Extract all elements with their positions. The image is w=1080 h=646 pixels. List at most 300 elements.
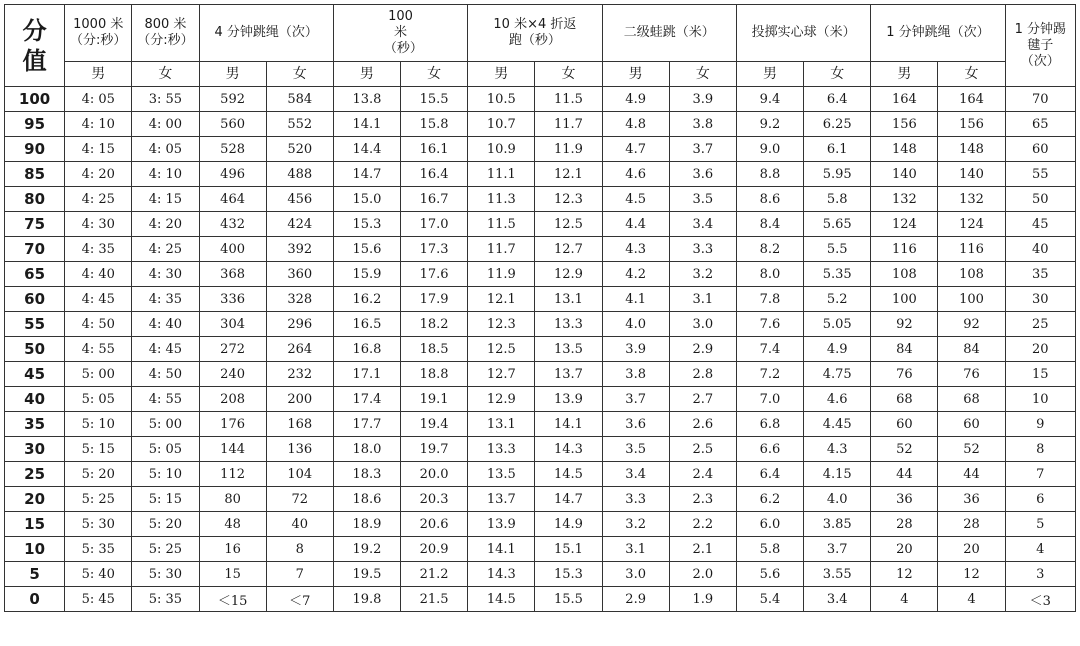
table-cell: 5: 25 [65,487,132,512]
score-cell: 85 [5,162,65,187]
table-row [5,412,1076,437]
table-cell: 4: 30 [132,262,199,287]
rope4min-header: 4 分钟跳绳（次） [199,5,333,62]
table-row [5,187,1076,212]
table-cell: 3.1 [669,287,736,312]
table-cell: 20.0 [401,462,468,487]
table-cell: 3.4 [602,462,669,487]
table-cell: 148 [938,137,1005,162]
table-cell: 4: 10 [65,112,132,137]
table-cell: 4.45 [804,412,871,437]
table-cell: 5: 40 [65,562,132,587]
table-cell: 68 [871,387,938,412]
table-cell: 4: 15 [65,137,132,162]
table-cell: 13.7 [535,362,602,387]
table-cell: 17.1 [333,362,400,387]
table-cell: 19.7 [401,437,468,462]
table-cell: 16.5 [333,312,400,337]
table-row [5,212,1076,237]
table-cell: 4: 55 [65,337,132,362]
table-row [5,512,1076,537]
table-cell: 8 [266,537,333,562]
table-cell: 232 [266,362,333,387]
table-cell: 4.1 [602,287,669,312]
table-cell: 14.1 [333,112,400,137]
score-cell: 30 [5,437,65,462]
table-cell: ＜7 [266,587,333,612]
table-cell: 4.6 [804,387,871,412]
table-cell: 5: 25 [132,537,199,562]
table-cell: 560 [199,112,266,137]
table-cell: 2.4 [669,462,736,487]
table-cell: 4: 55 [132,387,199,412]
table-cell: 18.5 [401,337,468,362]
table-cell: 3.5 [669,187,736,212]
table-cell: 14.3 [468,562,535,587]
table-cell: 4.4 [602,212,669,237]
table-cell: 13.8 [333,87,400,112]
table-cell: 140 [938,162,1005,187]
table-cell: 17.0 [401,212,468,237]
table-cell: 19.1 [401,387,468,412]
table-cell: 20 [938,537,1005,562]
table-cell: 10.5 [468,87,535,112]
table-cell: 6.0 [736,512,803,537]
table-cell: 100 [938,287,1005,312]
table-cell: 3.7 [804,537,871,562]
table-cell: 15.6 [333,237,400,262]
table-cell: 5: 20 [132,512,199,537]
table-cell: 3.3 [669,237,736,262]
score-cell: 80 [5,187,65,212]
table-cell: 264 [266,337,333,362]
table-cell: 4.15 [804,462,871,487]
female-subheader: 女 [401,62,468,87]
table-cell: 52 [938,437,1005,462]
table-cell: 14.4 [333,137,400,162]
table-cell: 48 [199,512,266,537]
table-cell: 148 [871,137,938,162]
table-cell: 5: 15 [132,487,199,512]
table-cell: 5: 20 [65,462,132,487]
table-cell: 4.9 [602,87,669,112]
table-cell: 4.3 [804,437,871,462]
table-cell: 11.9 [535,137,602,162]
run800-header: 800 米（分:秒） [132,5,199,62]
table-cell: 392 [266,237,333,262]
table-cell: 304 [199,312,266,337]
table-cell: 12.9 [468,387,535,412]
table-cell: 17.6 [401,262,468,287]
table-cell: 6.8 [736,412,803,437]
table-cell: 5: 30 [65,512,132,537]
table-cell: 5: 05 [132,437,199,462]
table-cell: 3.7 [602,387,669,412]
male-subheader: 男 [333,62,400,87]
table-cell: 488 [266,162,333,187]
table-cell: 14.9 [535,512,602,537]
table-cell: 36 [871,487,938,512]
table-cell: 3.85 [804,512,871,537]
table-cell: 156 [938,112,1005,137]
table-cell: 9.4 [736,87,803,112]
table-cell: 3.6 [602,412,669,437]
table-cell: 17.9 [401,287,468,312]
table-row [5,237,1076,262]
table-cell: 13.1 [535,287,602,312]
table-cell: 13.7 [468,487,535,512]
table-cell: 18.3 [333,462,400,487]
table-cell: 13.9 [468,512,535,537]
table-cell: 15.0 [333,187,400,212]
table-cell: 520 [266,137,333,162]
table-row [5,537,1076,562]
table-cell: 5.8 [736,537,803,562]
table-cell: 4: 10 [132,162,199,187]
table-cell: 5.95 [804,162,871,187]
table-cell: 40 [266,512,333,537]
female-subheader: 女 [669,62,736,87]
table-cell: 2.9 [669,337,736,362]
table-cell: 164 [938,87,1005,112]
table-cell: 12.7 [535,237,602,262]
table-cell: 25 [1005,312,1075,337]
table-cell: 14.1 [535,412,602,437]
table-cell: 19.5 [333,562,400,587]
score-cell: 5 [5,562,65,587]
table-cell: 14.7 [535,487,602,512]
table-cell: 5.35 [804,262,871,287]
table-cell: 16.4 [401,162,468,187]
table-row [5,337,1076,362]
table-cell: 4 [871,587,938,612]
table-cell: 5: 00 [65,362,132,387]
table-cell: 4.8 [602,112,669,137]
table-cell: 4: 25 [132,237,199,262]
table-cell: 9.2 [736,112,803,137]
table-cell: 4: 40 [65,262,132,287]
table-cell: 12.9 [535,262,602,287]
table-cell: 16 [199,537,266,562]
table-cell: 2.1 [669,537,736,562]
table-cell: 15 [1005,362,1075,387]
table-cell: 12.5 [468,337,535,362]
table-cell: 272 [199,337,266,362]
table-cell: 100 [871,287,938,312]
table-cell: 3.2 [669,262,736,287]
table-cell: 84 [938,337,1005,362]
table-cell: 18.0 [333,437,400,462]
table-cell: 5.2 [804,287,871,312]
table-cell: 7.2 [736,362,803,387]
table-cell: 13.1 [468,412,535,437]
table-cell: 20.9 [401,537,468,562]
female-subheader: 女 [938,62,1005,87]
table-cell: 36 [938,487,1005,512]
score-cell: 10 [5,537,65,562]
table-cell: 60 [871,412,938,437]
table-cell: 3.8 [602,362,669,387]
table-cell: 176 [199,412,266,437]
table-cell: 5: 15 [65,437,132,462]
table-cell: 50 [1005,187,1075,212]
table-cell: 15 [199,562,266,587]
table-row [5,87,1076,112]
table-cell: 156 [871,112,938,137]
table-cell: 12.7 [468,362,535,387]
shuttle-run-header: 10 米×4 折返跑（秒） [468,5,602,62]
table-cell: 336 [199,287,266,312]
male-subheader: 男 [602,62,669,87]
table-cell: 4.75 [804,362,871,387]
table-cell: 12.1 [535,162,602,187]
table-cell: ＜3 [1005,587,1075,612]
table-cell: 55 [1005,162,1075,187]
table-cell: 28 [871,512,938,537]
table-cell: 11.5 [535,87,602,112]
table-cell: 4.3 [602,237,669,262]
table-cell: 6.2 [736,487,803,512]
table-cell: 5.4 [736,587,803,612]
table-cell: 12 [871,562,938,587]
table-cell: 8.0 [736,262,803,287]
female-subheader: 女 [266,62,333,87]
table-cell: 45 [1005,212,1075,237]
table-cell: 4: 20 [65,162,132,187]
table-cell: 400 [199,237,266,262]
table-cell: 7.4 [736,337,803,362]
run1000-header: 1000 米（分:秒） [65,5,132,62]
table-cell: 4: 40 [132,312,199,337]
table-cell: 5.65 [804,212,871,237]
table-cell: 4.0 [602,312,669,337]
table-cell: 13.3 [535,312,602,337]
table-cell: 16.7 [401,187,468,212]
table-row [5,312,1076,337]
table-cell: 6.1 [804,137,871,162]
table-cell: 65 [1005,112,1075,137]
table-cell: 4: 35 [65,237,132,262]
table-cell: 5.6 [736,562,803,587]
table-cell: ＜15 [199,587,266,612]
table-cell: 4.0 [804,487,871,512]
table-cell: 5.5 [804,237,871,262]
table-cell: 136 [266,437,333,462]
table-cell: 3.2 [602,512,669,537]
table-cell: 11.1 [468,162,535,187]
table-cell: 4: 00 [132,112,199,137]
table-cell: 140 [871,162,938,187]
table-cell: 3.1 [602,537,669,562]
table-cell: 13.9 [535,387,602,412]
male-subheader: 男 [468,62,535,87]
table-cell: 18.6 [333,487,400,512]
female-subheader: 女 [132,62,199,87]
table-cell: 17.3 [401,237,468,262]
table-cell: 15.8 [401,112,468,137]
table-cell: 112 [199,462,266,487]
score-cell: 60 [5,287,65,312]
table-row [5,112,1076,137]
table-cell: 3.9 [669,87,736,112]
score-cell: 55 [5,312,65,337]
table-cell: 240 [199,362,266,387]
table-cell: 4: 20 [132,212,199,237]
table-cell: 8.4 [736,212,803,237]
table-cell: 5.8 [804,187,871,212]
table-row [5,262,1076,287]
table-cell: 18.2 [401,312,468,337]
table-cell: 584 [266,87,333,112]
table-cell: 6.25 [804,112,871,137]
table-cell: 14.7 [333,162,400,187]
table-cell: 14.3 [535,437,602,462]
table-cell: 424 [266,212,333,237]
table-cell: 15.1 [535,537,602,562]
table-cell: 17.4 [333,387,400,412]
table-cell: 3.4 [669,212,736,237]
table-cell: 70 [1005,87,1075,112]
table-cell: 14.5 [468,587,535,612]
table-cell: 11.7 [468,237,535,262]
table-cell: 13.3 [468,437,535,462]
table-cell: 124 [938,212,1005,237]
table-cell: 10 [1005,387,1075,412]
score-cell: 95 [5,112,65,137]
table-cell: 5: 35 [65,537,132,562]
run100-header: 100 米（秒） [333,5,467,62]
table-row [5,137,1076,162]
table-cell: 2.6 [669,412,736,437]
table-cell: 7.6 [736,312,803,337]
table-cell: 132 [871,187,938,212]
table-cell: 5: 10 [65,412,132,437]
score-table-body [5,87,1076,612]
table-cell: 8.6 [736,187,803,212]
table-cell: 3.5 [602,437,669,462]
table-cell: 4: 05 [65,87,132,112]
table-cell: 2.0 [669,562,736,587]
table-cell: 35 [1005,262,1075,287]
table-cell: 15.9 [333,262,400,287]
table-cell: 12.3 [535,187,602,212]
table-cell: 3.4 [804,587,871,612]
table-cell: 18.8 [401,362,468,387]
table-cell: 19.2 [333,537,400,562]
table-cell: 11.3 [468,187,535,212]
table-cell: 116 [938,237,1005,262]
table-cell: 328 [266,287,333,312]
table-cell: 4: 25 [65,187,132,212]
table-cell: 15.5 [535,587,602,612]
score-cell: 0 [5,587,65,612]
score-cell: 20 [5,487,65,512]
table-cell: 164 [871,87,938,112]
table-cell: 3.55 [804,562,871,587]
table-cell: 10.7 [468,112,535,137]
table-cell: 2.8 [669,362,736,387]
table-cell: 4: 05 [132,137,199,162]
table-cell: 7.0 [736,387,803,412]
table-cell: 2.5 [669,437,736,462]
table-cell: 12.3 [468,312,535,337]
table-cell: 80 [199,487,266,512]
table-cell: 2.9 [602,587,669,612]
table-row [5,487,1076,512]
table-cell: 5: 30 [132,562,199,587]
male-subheader: 男 [736,62,803,87]
table-cell: 124 [871,212,938,237]
table-cell: 2.7 [669,387,736,412]
score-cell: 90 [5,137,65,162]
table-row [5,362,1076,387]
table-cell: 84 [871,337,938,362]
table-row [5,462,1076,487]
table-cell: 108 [938,262,1005,287]
table-cell: 4: 35 [132,287,199,312]
table-cell: 5: 10 [132,462,199,487]
table-cell: 9 [1005,412,1075,437]
table-cell: 76 [871,362,938,387]
table-cell: 144 [199,437,266,462]
score-cell: 65 [5,262,65,287]
table-cell: 6.4 [804,87,871,112]
table-cell: 20 [871,537,938,562]
table-cell: 464 [199,187,266,212]
table-cell: 16.2 [333,287,400,312]
table-cell: 17.7 [333,412,400,437]
table-cell: 3.0 [669,312,736,337]
table-cell: 13.5 [535,337,602,362]
table-cell: 456 [266,187,333,212]
score-cell: 45 [5,362,65,387]
table-cell: 5: 35 [132,587,199,612]
table-cell: 3.3 [602,487,669,512]
table-cell: 92 [938,312,1005,337]
table-cell: 16.8 [333,337,400,362]
table-cell: 5.05 [804,312,871,337]
table-row [5,437,1076,462]
table-cell: 60 [1005,137,1075,162]
score-standards-table [4,4,1076,612]
table-cell: 3.7 [669,137,736,162]
table-cell: 12.5 [535,212,602,237]
table-cell: 12 [938,562,1005,587]
table-cell: 208 [199,387,266,412]
table-cell: 6 [1005,487,1075,512]
table-cell: 19.8 [333,587,400,612]
rope1min-header: 1 分钟跳绳（次） [871,5,1005,62]
table-cell: 20.6 [401,512,468,537]
table-cell: 9.0 [736,137,803,162]
table-cell: 21.2 [401,562,468,587]
table-cell: 15.5 [401,87,468,112]
table-cell: 11.9 [468,262,535,287]
table-cell: 4 [1005,537,1075,562]
table-cell: 108 [871,262,938,287]
table-cell: 4.5 [602,187,669,212]
table-cell: 40 [1005,237,1075,262]
score-cell: 25 [5,462,65,487]
medicine-ball-header: 投掷实心球（米） [736,5,870,62]
table-cell: 20.3 [401,487,468,512]
table-cell: 28 [938,512,1005,537]
table-cell: 5 [1005,512,1075,537]
table-cell: 15.3 [535,562,602,587]
table-cell: 4: 45 [132,337,199,362]
table-cell: 16.1 [401,137,468,162]
table-cell: 18.9 [333,512,400,537]
